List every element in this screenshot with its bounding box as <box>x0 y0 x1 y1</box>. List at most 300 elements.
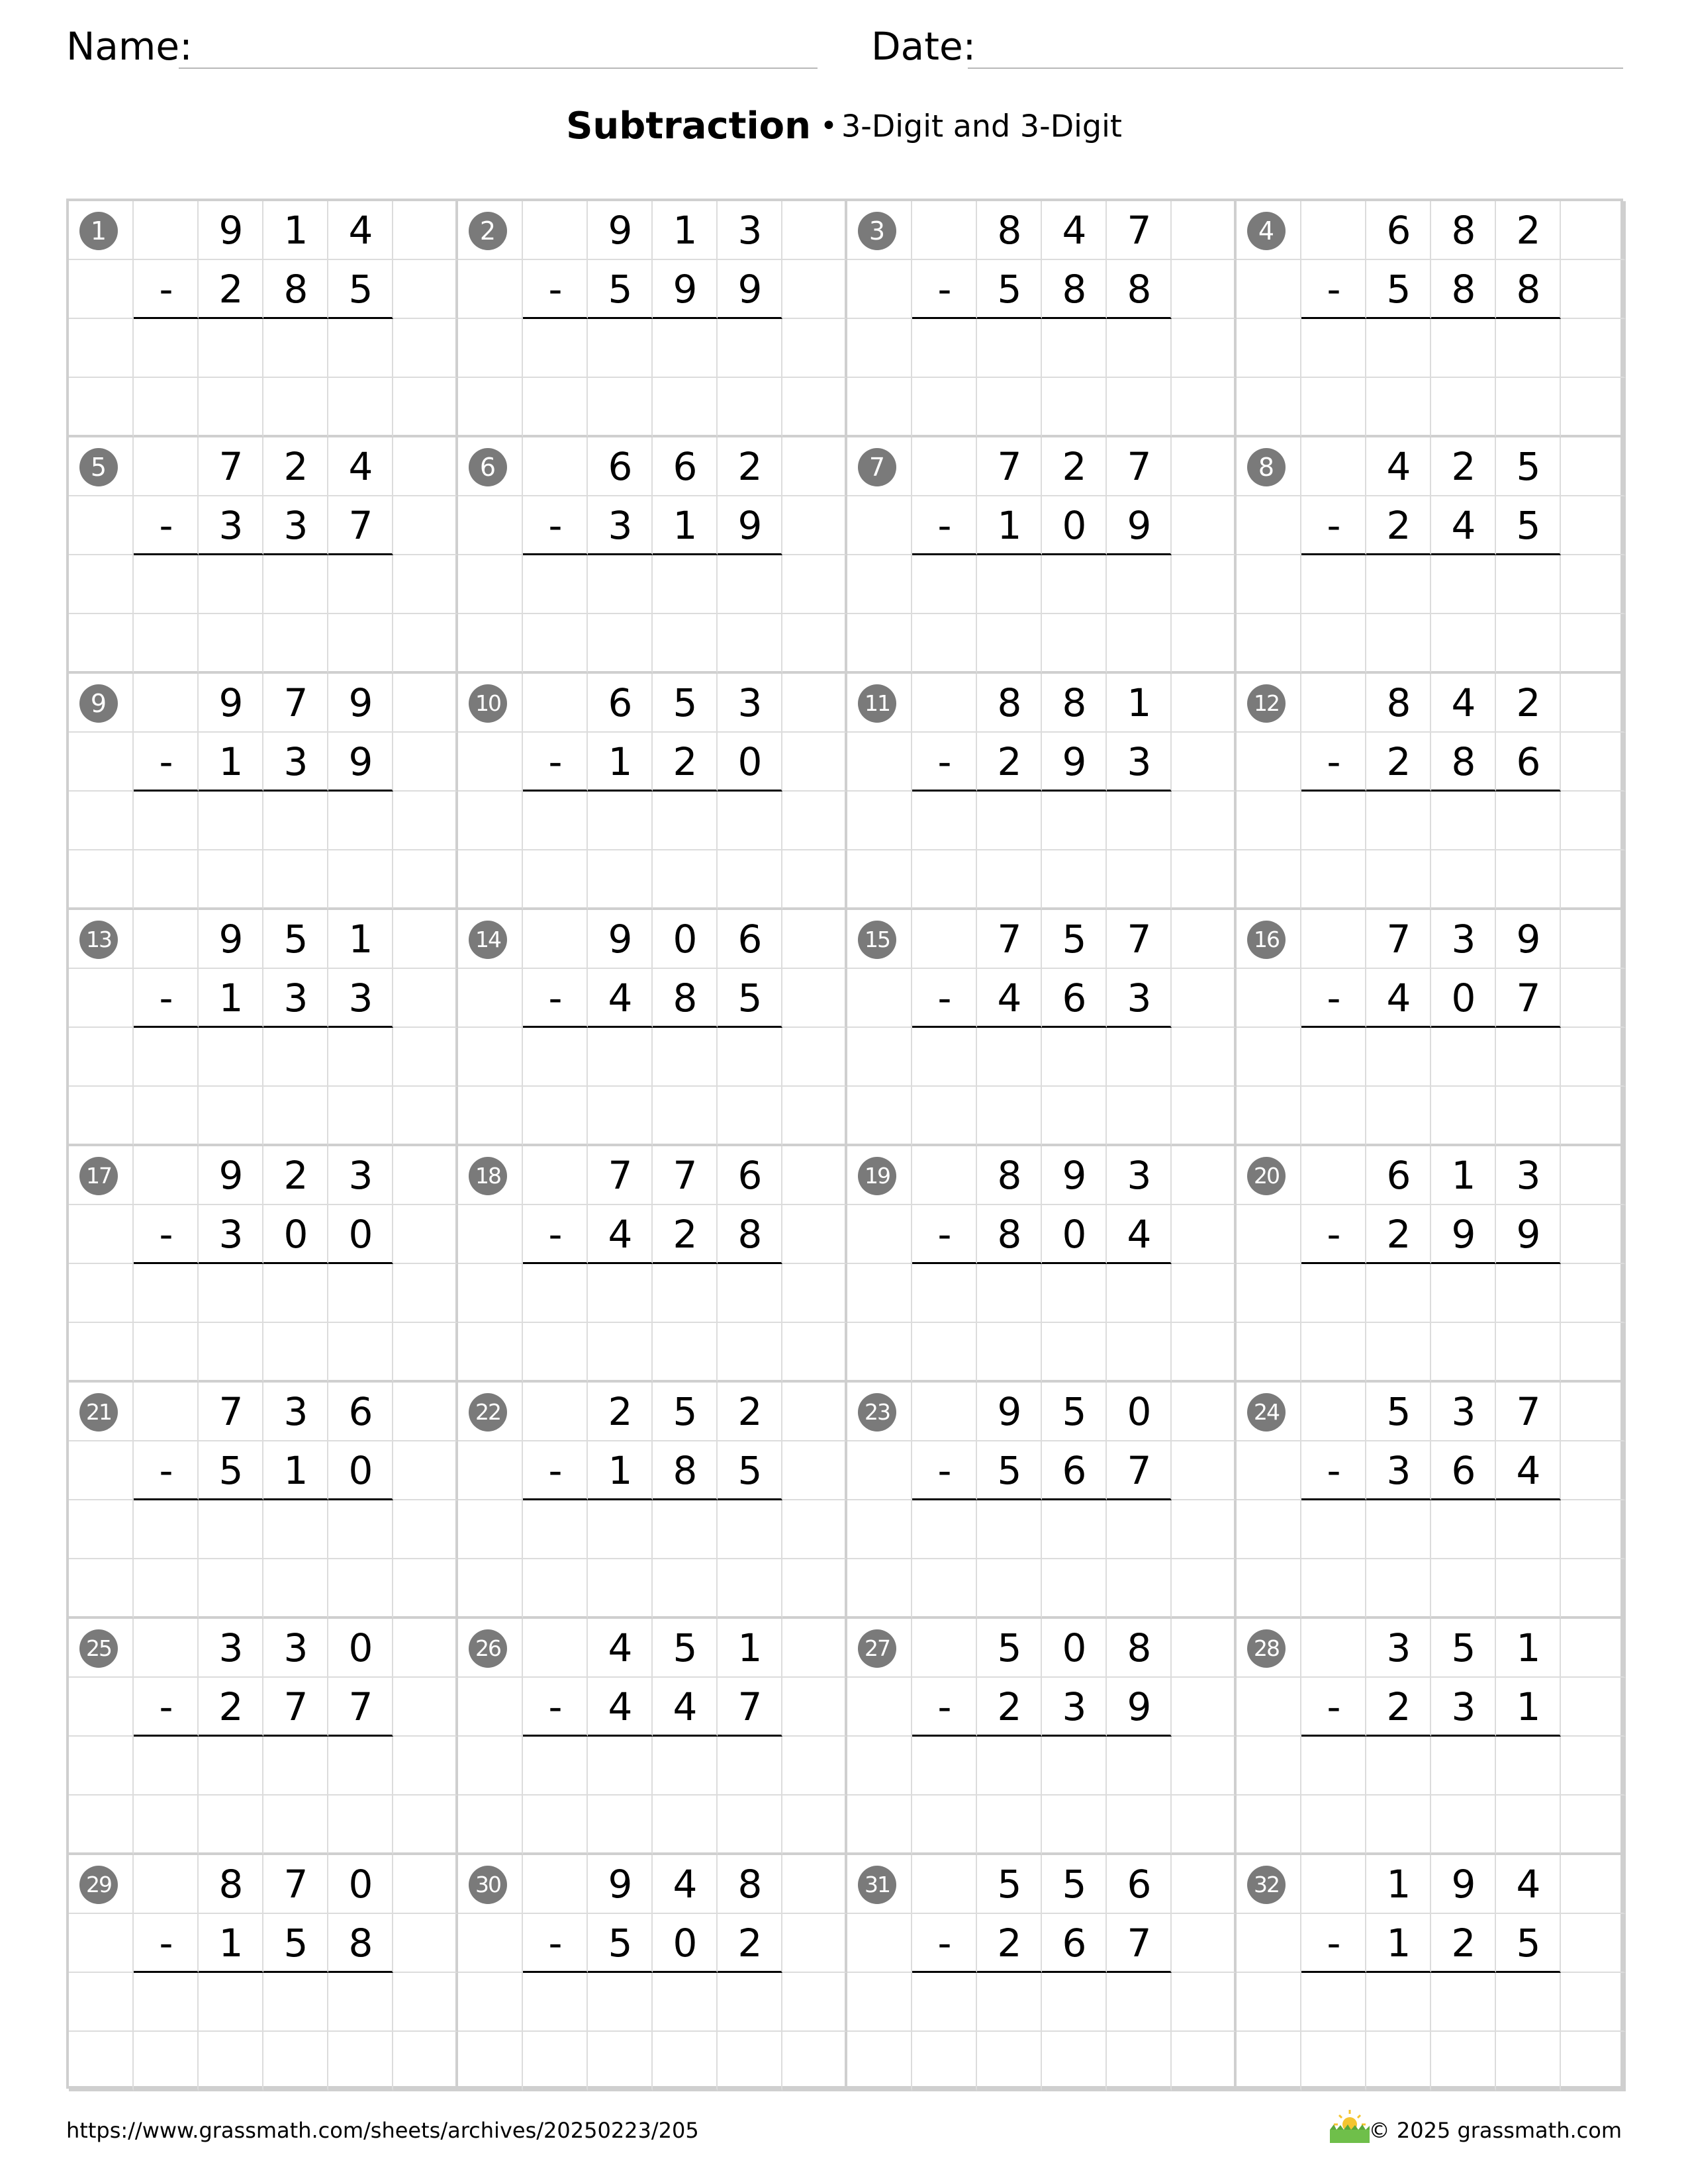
answer-cell[interactable] <box>1042 1796 1107 1855</box>
grid-cell <box>1561 1855 1626 1914</box>
minuend-digit: 6 <box>348 1389 373 1434</box>
answer-cell[interactable] <box>1042 1087 1107 1146</box>
grid-cell <box>134 1323 199 1383</box>
grid-cell <box>393 1205 458 1264</box>
answer-cell[interactable] <box>977 2032 1042 2091</box>
problem-5 <box>69 437 458 674</box>
answer-cell[interactable] <box>1431 1559 1496 1619</box>
answer-cell[interactable] <box>1496 1559 1561 1619</box>
grid-cell <box>69 555 134 614</box>
answer-cell[interactable] <box>1496 1028 1561 1087</box>
grid-cell <box>393 2032 458 2091</box>
answer-cell[interactable] <box>653 1737 718 1796</box>
grid-cell <box>1301 850 1366 910</box>
grid-cell <box>1237 1087 1301 1146</box>
answer-cell[interactable] <box>328 1500 393 1559</box>
grid-cell <box>69 850 134 910</box>
answer-cell[interactable] <box>1366 850 1431 910</box>
answer-cell[interactable] <box>199 2032 263 2091</box>
answer-cell[interactable] <box>653 1087 718 1146</box>
grid-cell <box>782 674 847 733</box>
answer-cell[interactable] <box>1366 792 1431 850</box>
answer-cell[interactable] <box>718 1973 782 2032</box>
answer-cell[interactable] <box>1042 2032 1107 2091</box>
answer-cell[interactable] <box>977 555 1042 614</box>
answer-cell[interactable] <box>263 792 328 850</box>
answer-cell[interactable] <box>653 850 718 910</box>
answer-cell[interactable] <box>1042 1973 1107 2032</box>
answer-cell[interactable] <box>1431 1796 1496 1855</box>
answer-cell[interactable] <box>1366 1973 1431 2032</box>
grid-cell <box>458 378 523 437</box>
answer-cell[interactable] <box>199 1087 263 1146</box>
answer-cell[interactable] <box>1496 1737 1561 1796</box>
grid-cell <box>1301 437 1366 496</box>
answer-cell[interactable] <box>1496 319 1561 378</box>
answer-cell[interactable] <box>977 792 1042 850</box>
answer-cell[interactable] <box>1366 1264 1431 1323</box>
answer-cell[interactable] <box>263 1323 328 1383</box>
answer-cell[interactable] <box>328 2032 393 2091</box>
answer-cell[interactable] <box>328 1264 393 1323</box>
answer-cell[interactable] <box>1042 614 1107 674</box>
grid-cell <box>458 1323 523 1383</box>
answer-cell[interactable] <box>263 1973 328 2032</box>
grid-cell <box>1301 1323 1366 1383</box>
answer-cell[interactable] <box>1431 1323 1496 1383</box>
answer-cell[interactable] <box>1107 1737 1172 1796</box>
grid-cell <box>847 969 912 1028</box>
subtrahend-digit: 3 <box>218 503 244 548</box>
answer-cell[interactable] <box>977 1028 1042 1087</box>
grid-cell <box>847 2032 912 2091</box>
answer-cell[interactable] <box>328 1737 393 1796</box>
grid-cell <box>1561 1678 1626 1737</box>
answer-cell[interactable] <box>977 614 1042 674</box>
minuend-digit: 9 <box>997 1389 1022 1434</box>
answer-cell[interactable] <box>328 1028 393 1087</box>
answer-cell[interactable] <box>1431 614 1496 674</box>
answer-cell[interactable] <box>718 319 782 378</box>
answer-cell[interactable] <box>588 378 653 437</box>
answer-cell[interactable] <box>263 614 328 674</box>
answer-cell[interactable] <box>199 1323 263 1383</box>
answer-cell[interactable] <box>977 1323 1042 1383</box>
answer-cell[interactable] <box>588 1796 653 1855</box>
answer-cell[interactable] <box>263 1500 328 1559</box>
answer-cell[interactable] <box>1431 378 1496 437</box>
subtrahend-digit: 3 <box>608 503 633 548</box>
grid-cell <box>1237 1678 1301 1737</box>
minuend-digit: 9 <box>608 917 633 962</box>
answer-cell[interactable] <box>1431 555 1496 614</box>
answer-cell[interactable] <box>1107 319 1172 378</box>
grid-cell <box>458 1028 523 1087</box>
answer-cell[interactable] <box>653 378 718 437</box>
answer-cell[interactable] <box>653 1500 718 1559</box>
answer-cell[interactable] <box>653 2032 718 2091</box>
answer-cell[interactable] <box>653 555 718 614</box>
answer-cell[interactable] <box>977 1796 1042 1855</box>
answer-cell[interactable] <box>1431 1737 1496 1796</box>
answer-cell[interactable] <box>977 1737 1042 1796</box>
minuend-digit: 1 <box>1386 1862 1411 1907</box>
subtrahend-digit: 7 <box>348 1684 373 1729</box>
answer-cell[interactable] <box>1496 1500 1561 1559</box>
answer-cell[interactable] <box>263 319 328 378</box>
answer-cell[interactable] <box>1431 1028 1496 1087</box>
grid-cell <box>1172 1441 1237 1500</box>
answer-cell[interactable] <box>718 1028 782 1087</box>
answer-cell[interactable] <box>653 614 718 674</box>
grid-cell <box>1172 555 1237 614</box>
answer-cell[interactable] <box>263 378 328 437</box>
answer-cell[interactable] <box>718 1323 782 1383</box>
grid-cell <box>393 555 458 614</box>
grid-cell <box>782 319 847 378</box>
answer-cell[interactable] <box>1107 614 1172 674</box>
answer-cell[interactable] <box>653 319 718 378</box>
answer-cell[interactable] <box>1042 792 1107 850</box>
subtrahend-digit: 2 <box>1386 1212 1411 1257</box>
answer-cell[interactable] <box>718 378 782 437</box>
grid-cell <box>134 1383 199 1441</box>
grid-cell <box>69 1559 134 1619</box>
answer-cell[interactable] <box>1431 1264 1496 1323</box>
answer-cell[interactable] <box>1107 792 1172 850</box>
answer-cell[interactable] <box>263 1796 328 1855</box>
grid-cell <box>134 555 199 614</box>
grid-cell <box>912 1559 977 1619</box>
minuend-digit: 9 <box>1062 1153 1087 1198</box>
minuend-digit: 1 <box>1127 680 1152 725</box>
answer-cell[interactable] <box>588 1559 653 1619</box>
answer-cell[interactable] <box>1107 1973 1172 2032</box>
answer-cell[interactable] <box>1431 2032 1496 2091</box>
grid-cell <box>393 733 458 792</box>
answer-cell[interactable] <box>199 1737 263 1796</box>
answer-cell[interactable] <box>199 1500 263 1559</box>
answer-cell[interactable] <box>1366 1737 1431 1796</box>
answer-cell[interactable] <box>588 792 653 850</box>
problem-2 <box>458 201 847 437</box>
subtrahend-digit: 9 <box>1516 1212 1541 1257</box>
grid-cell <box>782 910 847 969</box>
grid-cell <box>523 319 588 378</box>
answer-cell[interactable] <box>263 1559 328 1619</box>
grid-cell <box>393 201 458 260</box>
grid-cell <box>458 1264 523 1323</box>
answer-cell[interactable] <box>328 850 393 910</box>
answer-cell[interactable] <box>199 1264 263 1323</box>
answer-cell[interactable] <box>1107 378 1172 437</box>
minuend-digit: 8 <box>997 208 1022 253</box>
answer-cell[interactable] <box>199 1028 263 1087</box>
answer-cell[interactable] <box>328 1323 393 1383</box>
answer-cell[interactable] <box>977 1559 1042 1619</box>
answer-cell[interactable] <box>588 614 653 674</box>
grid-cell <box>134 1973 199 2032</box>
subtrahend-digit: 9 <box>1127 1684 1152 1729</box>
answer-cell[interactable] <box>199 614 263 674</box>
minuend-digit: 4 <box>348 208 373 253</box>
answer-cell[interactable] <box>588 319 653 378</box>
answer-cell[interactable] <box>1107 1264 1172 1323</box>
answer-cell[interactable] <box>1496 1973 1561 2032</box>
answer-cell[interactable] <box>718 614 782 674</box>
problem-22 <box>458 1383 847 1619</box>
answer-cell[interactable] <box>328 614 393 674</box>
answer-cell[interactable] <box>1366 555 1431 614</box>
grid-cell <box>523 1087 588 1146</box>
answer-cell[interactable] <box>653 1323 718 1383</box>
grid-cell <box>847 378 912 437</box>
answer-cell[interactable] <box>1042 1264 1107 1323</box>
answer-cell[interactable] <box>328 378 393 437</box>
grid-cell <box>1301 1796 1366 1855</box>
answer-cell[interactable] <box>328 1973 393 2032</box>
answer-cell[interactable] <box>1042 1323 1107 1383</box>
grid-cell <box>1301 910 1366 969</box>
grid-cell <box>847 1264 912 1323</box>
answer-cell[interactable] <box>718 1559 782 1619</box>
answer-cell[interactable] <box>653 1973 718 2032</box>
answer-cell[interactable] <box>718 555 782 614</box>
answer-cell[interactable] <box>1107 1323 1172 1383</box>
answer-cell[interactable] <box>653 1559 718 1619</box>
subtrahend-digit: 2 <box>997 1684 1022 1729</box>
answer-cell[interactable] <box>1496 850 1561 910</box>
grid-cell <box>393 319 458 378</box>
answer-cell[interactable] <box>1042 1737 1107 1796</box>
answer-cell[interactable] <box>328 792 393 850</box>
answer-cell[interactable] <box>1107 1028 1172 1087</box>
answer-cell[interactable] <box>199 319 263 378</box>
grid-cell <box>393 1323 458 1383</box>
answer-cell[interactable] <box>977 1973 1042 2032</box>
grid-cell <box>393 1028 458 1087</box>
answer-cell[interactable] <box>588 2032 653 2091</box>
grid-cell <box>1172 792 1237 850</box>
answer-cell[interactable] <box>718 1500 782 1559</box>
answer-cell[interactable] <box>1496 1264 1561 1323</box>
answer-cell[interactable] <box>588 850 653 910</box>
answer-cell[interactable] <box>1366 1087 1431 1146</box>
answer-cell[interactable] <box>1431 1973 1496 2032</box>
answer-cell[interactable] <box>1042 1028 1107 1087</box>
answer-cell[interactable] <box>199 850 263 910</box>
answer-cell[interactable] <box>588 1323 653 1383</box>
answer-cell[interactable] <box>328 1796 393 1855</box>
answer-cell[interactable] <box>263 850 328 910</box>
subtrahend-digit: 7 <box>348 503 373 548</box>
grid-cell <box>458 614 523 674</box>
grid-cell <box>782 1323 847 1383</box>
answer-cell[interactable] <box>328 1087 393 1146</box>
answer-cell[interactable] <box>977 1087 1042 1146</box>
answer-cell[interactable] <box>199 1973 263 2032</box>
answer-cell[interactable] <box>653 1028 718 1087</box>
answer-cell[interactable] <box>1107 2032 1172 2091</box>
answer-cell[interactable] <box>718 2032 782 2091</box>
answer-cell[interactable] <box>199 1796 263 1855</box>
answer-cell[interactable] <box>1366 1028 1431 1087</box>
answer-cell[interactable] <box>718 850 782 910</box>
answer-cell[interactable] <box>588 1087 653 1146</box>
subtrahend-digit: 9 <box>348 739 373 784</box>
subtrahend-digit: 8 <box>673 1448 698 1493</box>
answer-cell[interactable] <box>1366 1559 1431 1619</box>
answer-cell[interactable] <box>1042 319 1107 378</box>
answer-cell[interactable] <box>1496 378 1561 437</box>
subtrahend-digit: 5 <box>608 267 633 312</box>
answer-cell[interactable] <box>588 1028 653 1087</box>
answer-cell[interactable] <box>263 1737 328 1796</box>
answer-cell[interactable] <box>1366 378 1431 437</box>
answer-cell[interactable] <box>588 555 653 614</box>
answer-cell[interactable] <box>1107 1559 1172 1619</box>
answer-cell[interactable] <box>653 1796 718 1855</box>
grid-cell <box>69 1914 134 1973</box>
answer-cell[interactable] <box>199 378 263 437</box>
minuend-digit: 4 <box>1516 1862 1541 1907</box>
answer-cell[interactable] <box>1042 378 1107 437</box>
answer-cell[interactable] <box>263 2032 328 2091</box>
subtrahend-digit: 1 <box>1516 1684 1541 1729</box>
grid-cell <box>782 969 847 1028</box>
answer-cell[interactable] <box>328 1559 393 1619</box>
grid-cell <box>523 614 588 674</box>
answer-cell[interactable] <box>1366 1500 1431 1559</box>
grid-cell <box>782 733 847 792</box>
grid-cell <box>69 260 134 319</box>
subtrahend-digit: 9 <box>1127 503 1152 548</box>
grid-cell <box>782 1146 847 1205</box>
grid-cell <box>458 2032 523 2091</box>
answer-cell[interactable] <box>1107 555 1172 614</box>
problem-number-badge: 31 <box>858 1866 896 1904</box>
subtrahend-digit: 0 <box>737 739 763 784</box>
answer-cell[interactable] <box>653 792 718 850</box>
answer-cell[interactable] <box>263 1087 328 1146</box>
answer-cell[interactable] <box>588 1500 653 1559</box>
answer-cell[interactable] <box>977 850 1042 910</box>
answer-cell[interactable] <box>1431 1500 1496 1559</box>
answer-cell[interactable] <box>588 1264 653 1323</box>
answer-cell[interactable] <box>1366 1796 1431 1855</box>
answer-cell[interactable] <box>1107 850 1172 910</box>
answer-cell[interactable] <box>1496 555 1561 614</box>
answer-cell[interactable] <box>328 555 393 614</box>
answer-cell[interactable] <box>1496 614 1561 674</box>
answer-cell[interactable] <box>1042 1500 1107 1559</box>
answer-cell[interactable] <box>1431 1087 1496 1146</box>
minuend-digit: 2 <box>1516 680 1541 725</box>
answer-cell[interactable] <box>199 792 263 850</box>
answer-cell[interactable] <box>1366 319 1431 378</box>
minuend-digit: 8 <box>997 680 1022 725</box>
grid-cell <box>782 1264 847 1323</box>
answer-cell[interactable] <box>328 319 393 378</box>
grid-cell <box>393 1383 458 1441</box>
answer-cell[interactable] <box>1366 614 1431 674</box>
answer-cell[interactable] <box>977 1264 1042 1323</box>
answer-cell[interactable] <box>1431 850 1496 910</box>
subtrahend-digit: 8 <box>737 1212 763 1257</box>
answer-cell[interactable] <box>1496 792 1561 850</box>
grid-cell <box>1237 496 1301 555</box>
answer-cell[interactable] <box>1042 1559 1107 1619</box>
answer-cell[interactable] <box>1496 1087 1561 1146</box>
grid-cell <box>782 1559 847 1619</box>
answer-cell[interactable] <box>718 1796 782 1855</box>
minuend-digit: 2 <box>608 1389 633 1434</box>
grid-cell <box>69 319 134 378</box>
subtrahend-digit: 2 <box>737 1921 763 1966</box>
answer-cell[interactable] <box>1431 319 1496 378</box>
answer-cell[interactable] <box>653 1264 718 1323</box>
date-line[interactable] <box>968 68 1623 69</box>
answer-cell[interactable] <box>977 378 1042 437</box>
subtrahend-digit: 3 <box>283 503 308 548</box>
answer-cell[interactable] <box>1042 555 1107 614</box>
answer-cell[interactable] <box>1107 1796 1172 1855</box>
answer-cell[interactable] <box>1042 850 1107 910</box>
grid-cell <box>847 1737 912 1796</box>
grid-cell <box>134 910 199 969</box>
answer-cell[interactable] <box>1496 1796 1561 1855</box>
answer-cell[interactable] <box>199 1559 263 1619</box>
name-line[interactable] <box>179 68 818 69</box>
answer-cell[interactable] <box>263 1028 328 1087</box>
grid-cell <box>1561 378 1626 437</box>
grid-cell <box>1172 910 1237 969</box>
answer-cell[interactable] <box>1366 2032 1431 2091</box>
answer-cell[interactable] <box>1496 1323 1561 1383</box>
grid-cell <box>1301 1973 1366 2032</box>
minus-operator: - <box>159 1448 173 1493</box>
answer-cell[interactable] <box>1366 1323 1431 1383</box>
grid-cell <box>912 378 977 437</box>
answer-cell[interactable] <box>718 1087 782 1146</box>
minus-operator: - <box>159 503 173 548</box>
answer-cell[interactable] <box>1496 2032 1561 2091</box>
subtrahend-digit: 1 <box>218 1921 244 1966</box>
answer-cell[interactable] <box>718 1737 782 1796</box>
grid-cell <box>1561 201 1626 260</box>
grid-cell <box>912 201 977 260</box>
answer-cell[interactable] <box>588 1737 653 1796</box>
answer-cell[interactable] <box>977 319 1042 378</box>
answer-cell[interactable] <box>1107 1500 1172 1559</box>
answer-cell[interactable] <box>977 1500 1042 1559</box>
subtrahend-digit: 9 <box>737 267 763 312</box>
grid-cell <box>523 437 588 496</box>
minuend-digit: 9 <box>608 208 633 253</box>
answer-cell[interactable] <box>1431 792 1496 850</box>
problem-7 <box>847 437 1237 674</box>
answer-cell[interactable] <box>263 1264 328 1323</box>
minus-operator: - <box>1327 1448 1341 1493</box>
answer-cell[interactable] <box>718 792 782 850</box>
answer-cell[interactable] <box>718 1264 782 1323</box>
answer-cell[interactable] <box>199 555 263 614</box>
answer-cell[interactable] <box>588 1973 653 2032</box>
answer-cell[interactable] <box>1107 1087 1172 1146</box>
subtrahend-digit: 2 <box>997 739 1022 784</box>
grid-cell <box>523 1619 588 1678</box>
answer-cell[interactable] <box>263 555 328 614</box>
